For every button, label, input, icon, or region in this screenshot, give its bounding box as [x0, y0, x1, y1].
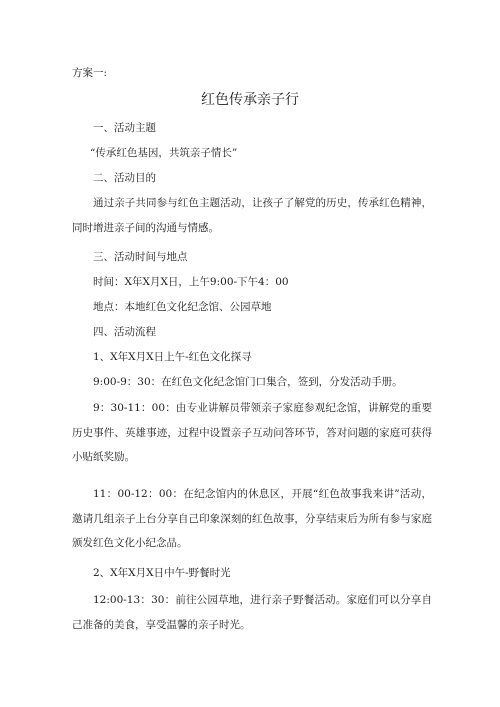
- section4-heading: 四、活动流程: [93, 326, 156, 338]
- section4-item1: 9:00-9：30：在红色文化纪念馆门口集合，签到，分发活动手册。: [93, 376, 403, 388]
- section1-heading: 一、活动主题: [93, 122, 156, 134]
- section3-place: 地点：本地红色文化纪念馆、公园草地: [93, 301, 272, 313]
- section3-time: 时间：X年X月X日，上午9:00-下午4：00: [93, 276, 289, 288]
- plan-label: 方案一:: [72, 67, 108, 79]
- section4-item4: 12:00-13：30：前往公园草地，进行亲子野餐活动。家庭们可以分享自己准备的美食，享受温馨的亲子时光。: [72, 594, 432, 631]
- section4-item3: 11：00-12：00：在纪念馆内的休息区，开展“红色故事我来讲”活动，邀请几组亲子上台分享自己印象深刻的红色故事，分享结束后为所有参与家庭颁发红色文化小纪念品。: [72, 488, 432, 549]
- section1-text: “传承红色基因，共筑亲子情长”: [90, 147, 238, 159]
- section2-text: 通过亲子共同参与红色主题活动，让孩子了解党的历史，传承红色精神，同时增进亲子间的沟通与情感。: [72, 197, 432, 234]
- section4-item2: 9：30-11：00：由专业讲解员带领亲子家庭参观纪念馆，讲解党的重要历史事件、英雄事迹，过程中设置亲子互动问答环节，答对问题的家庭可获得小贴纸奖励。: [72, 402, 432, 463]
- section4-part1-heading: 1、X年X月X日上午-红色文化探寻: [93, 351, 252, 363]
- section2-heading: 二、活动目的: [93, 172, 156, 184]
- document-title: 红色传承亲子行: [201, 92, 299, 108]
- section4-part2-heading: 2、X年X月X日中午-野餐时光: [93, 567, 231, 579]
- section3-heading: 三、活动时间与地点: [93, 251, 188, 263]
